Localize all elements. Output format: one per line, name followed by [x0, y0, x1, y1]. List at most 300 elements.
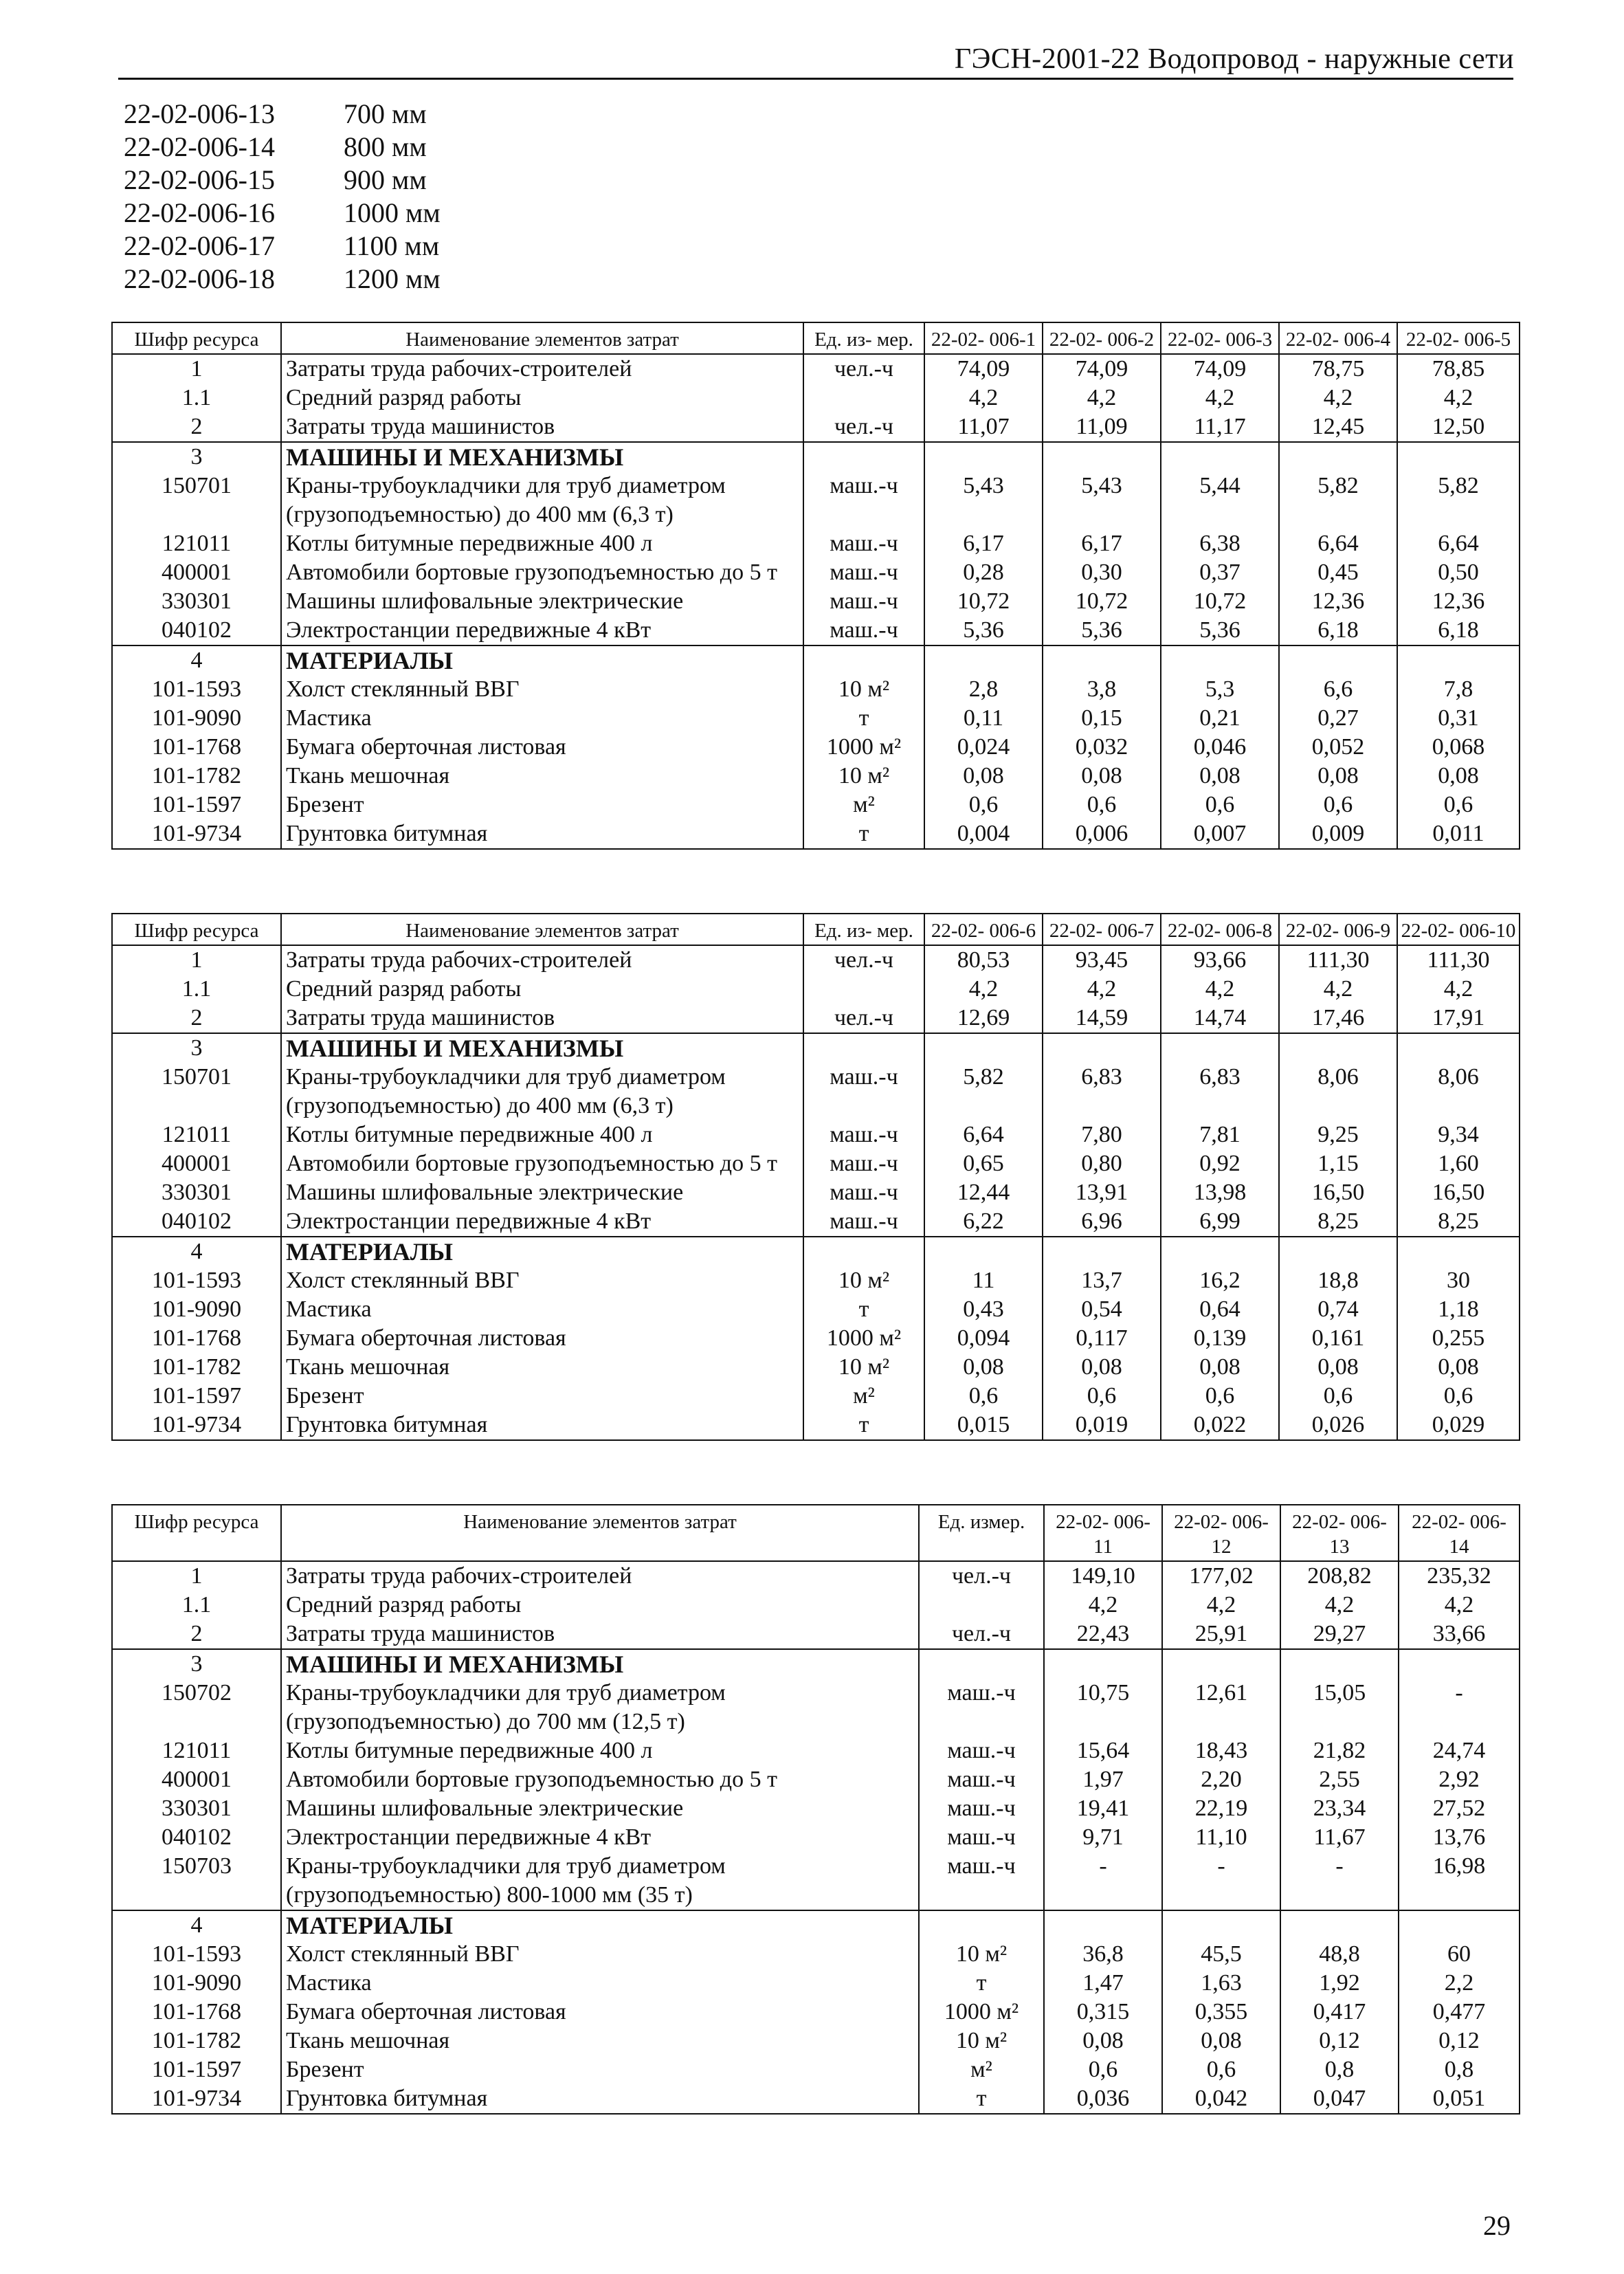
cost-element-name: Брезент	[281, 1382, 803, 1411]
norm-value: 0,08	[1397, 762, 1520, 791]
table-row	[112, 1591, 1520, 1620]
norm-value: 78,75	[1279, 354, 1397, 384]
resource-code: 150701	[112, 472, 281, 529]
table-row	[112, 1679, 1520, 1736]
cost-element-name: Затраты труда рабочих-строителей	[281, 354, 803, 384]
cost-element-name: Автомобили бортовые грузоподъемностью до 5 т	[281, 558, 803, 587]
norm-value: 0,65	[924, 1149, 1043, 1178]
cost-element-name: Машины шлифовальные электрические	[281, 1178, 803, 1207]
table-row	[112, 1353, 1520, 1382]
norm-value: 12,36	[1397, 587, 1520, 616]
pipe-diameter: 800 мм	[344, 131, 427, 162]
norm-value: 9,71	[1044, 1823, 1162, 1852]
unit-of-measure: м²	[919, 2055, 1044, 2084]
header-row	[112, 1505, 1520, 1561]
resource-code: 1	[112, 1561, 281, 1591]
norm-value: 235,32	[1399, 1561, 1520, 1591]
section-row	[112, 645, 1520, 675]
cost-element-name: Электростанции передвижные 4 кВт	[281, 1823, 919, 1852]
norm-value: 6,64	[1279, 529, 1397, 558]
header-norm-code: 22-02- 006-12	[1162, 1505, 1280, 1561]
norm-value: 5,36	[1043, 616, 1161, 645]
unit-of-measure: 10 м²	[803, 675, 924, 704]
norm-value: 0,047	[1280, 2084, 1399, 2114]
cost-element-name: Затраты труда машинистов	[281, 1620, 919, 1649]
unit-of-measure: маш.-ч	[919, 1794, 1044, 1823]
unit-of-measure	[803, 1237, 924, 1266]
norm-value: 0,009	[1279, 819, 1397, 849]
table-row	[112, 975, 1520, 1004]
norm-value: 11	[924, 1266, 1043, 1295]
norm-value: 0,08	[1043, 1353, 1161, 1382]
norm-value: 0,161	[1279, 1324, 1397, 1353]
norm-value: 19,41	[1044, 1794, 1162, 1823]
norm-value: 0,28	[924, 558, 1043, 587]
norm-value	[1044, 1649, 1162, 1679]
norm-value: 16,50	[1279, 1178, 1397, 1207]
resource-table-2	[111, 913, 1520, 1441]
resource-code: 400001	[112, 558, 281, 587]
header-norm-code: 22-02- 006-6	[924, 914, 1043, 945]
cost-element-name: Холст стеклянный ВВГ	[281, 675, 803, 704]
unit-of-measure: чел.-ч	[919, 1561, 1044, 1591]
norm-value: 0,011	[1397, 819, 1520, 849]
resource-code: 101-9734	[112, 819, 281, 849]
norm-value: 18,43	[1162, 1736, 1280, 1765]
header-norm-code: 22-02- 006-10	[1397, 914, 1520, 945]
table-row	[112, 1121, 1520, 1149]
norm-value: 4,2	[1397, 975, 1520, 1004]
norm-value: 6,83	[1161, 1063, 1279, 1121]
resource-code: 040102	[112, 1823, 281, 1852]
norm-value: 12,61	[1162, 1679, 1280, 1736]
norm-value: 10,72	[924, 587, 1043, 616]
section-row	[112, 1033, 1520, 1063]
norm-value: 60	[1399, 1940, 1520, 1969]
cost-element-name: Брезент	[281, 2055, 919, 2084]
norm-value	[924, 1237, 1043, 1266]
cost-element-name: Холст стеклянный ВВГ	[281, 1940, 919, 1969]
unit-of-measure	[803, 442, 924, 472]
norm-value: 0,026	[1279, 1411, 1397, 1440]
norm-value: 0,6	[1397, 791, 1520, 819]
norm-value: 14,59	[1043, 1004, 1161, 1033]
norm-value	[1161, 645, 1279, 675]
header-norm-code: 22-02- 006-13	[1280, 1505, 1399, 1561]
resource-code: 040102	[112, 1207, 281, 1237]
table-row	[112, 529, 1520, 558]
norm-value	[1280, 1649, 1399, 1679]
norm-value: 4,2	[1397, 384, 1520, 412]
table-row	[112, 704, 1520, 733]
table-row	[112, 1620, 1520, 1649]
norm-value: 1,60	[1397, 1149, 1520, 1178]
norm-value: 12,45	[1279, 412, 1397, 442]
norm-value	[924, 442, 1043, 472]
norm-value: 6,38	[1161, 529, 1279, 558]
cost-element-name: Электростанции передвижные 4 кВт	[281, 1207, 803, 1237]
resource-code: 101-9090	[112, 1295, 281, 1324]
norm-value: -	[1162, 1852, 1280, 1910]
norm-value: 0,08	[1044, 2027, 1162, 2055]
norm-value: 2,55	[1280, 1765, 1399, 1794]
resource-code: 2	[112, 412, 281, 442]
norm-value: 0,024	[924, 733, 1043, 762]
norm-value	[1397, 1033, 1520, 1063]
unit-of-measure: маш.-ч	[803, 1063, 924, 1121]
unit-of-measure: маш.-ч	[803, 1207, 924, 1237]
resource-code: 1.1	[112, 1591, 281, 1620]
unit-of-measure: маш.-ч	[803, 587, 924, 616]
norm-value: 0,08	[1279, 1353, 1397, 1382]
unit-of-measure: т	[803, 1411, 924, 1440]
unit-of-measure: маш.-ч	[919, 1765, 1044, 1794]
norm-value: 22,19	[1162, 1794, 1280, 1823]
table-row	[112, 819, 1520, 849]
cost-element-name: Холст стеклянный ВВГ	[281, 1266, 803, 1295]
resource-code: 150703	[112, 1852, 281, 1910]
cost-element-name: Затраты труда рабочих-строителей	[281, 945, 803, 975]
norm-value: 2,8	[924, 675, 1043, 704]
norm-value: 0,052	[1279, 733, 1397, 762]
code-size-row	[124, 230, 441, 263]
cost-element-name: Бумага оберточная листовая	[281, 733, 803, 762]
norm-value: 15,05	[1280, 1679, 1399, 1736]
norm-value: 13,98	[1161, 1178, 1279, 1207]
norm-value: 1,47	[1044, 1969, 1162, 1998]
unit-of-measure: т	[803, 819, 924, 849]
norm-value: 6,17	[1043, 529, 1161, 558]
header-norm-code: 22-02- 006-2	[1043, 322, 1161, 354]
pipe-diameter: 700 мм	[344, 98, 427, 129]
norm-value: 6,6	[1279, 675, 1397, 704]
norm-value: 0,068	[1397, 733, 1520, 762]
cost-element-name: МАШИНЫ И МЕХАНИЗМЫ	[281, 442, 803, 472]
code-size-row	[124, 164, 441, 197]
norm-value: 0,15	[1043, 704, 1161, 733]
norm-value: 0,8	[1399, 2055, 1520, 2084]
cost-element-name: Затраты труда рабочих-строителей	[281, 1561, 919, 1591]
norm-value: 80,53	[924, 945, 1043, 975]
table-row	[112, 2084, 1520, 2114]
norm-value: 0,12	[1399, 2027, 1520, 2055]
table-row	[112, 791, 1520, 819]
norm-value: 6,64	[1397, 529, 1520, 558]
norm-value: 1,97	[1044, 1765, 1162, 1794]
unit-of-measure	[919, 1910, 1044, 1940]
norm-value: 5,82	[924, 1063, 1043, 1121]
cost-element-name: Средний разряд работы	[281, 384, 803, 412]
norm-value: 11,09	[1043, 412, 1161, 442]
table-row	[112, 1852, 1520, 1910]
norm-value	[1043, 645, 1161, 675]
norm-value: 0,355	[1162, 1998, 1280, 2027]
norm-value: 13,7	[1043, 1266, 1161, 1295]
resource-code: 101-1782	[112, 1353, 281, 1382]
unit-of-measure: чел.-ч	[803, 945, 924, 975]
table-row	[112, 1969, 1520, 1998]
unit-of-measure: маш.-ч	[803, 1121, 924, 1149]
norm-value: 4,2	[924, 975, 1043, 1004]
norm-value: 1,63	[1162, 1969, 1280, 1998]
unit-of-measure: маш.-ч	[803, 616, 924, 645]
resource-code: 101-9734	[112, 2084, 281, 2114]
table-row	[112, 1823, 1520, 1852]
unit-of-measure: чел.-ч	[803, 1004, 924, 1033]
unit-of-measure: маш.-ч	[803, 472, 924, 529]
norm-value: 0,094	[924, 1324, 1043, 1353]
norm-value: 6,83	[1043, 1063, 1161, 1121]
table-row	[112, 1561, 1520, 1591]
norm-value: 0,036	[1044, 2084, 1162, 2114]
cost-element-name: Средний разряд работы	[281, 1591, 919, 1620]
norm-value	[1397, 645, 1520, 675]
resource-code: 101-9090	[112, 704, 281, 733]
section-row	[112, 442, 1520, 472]
norm-value: 16,98	[1399, 1852, 1520, 1910]
norm-value: 6,18	[1279, 616, 1397, 645]
resource-code: 121011	[112, 1736, 281, 1765]
cost-element-name: Котлы битумные передвижные 400 л	[281, 1736, 919, 1765]
norm-value: 16,2	[1161, 1266, 1279, 1295]
norm-value: 11,17	[1161, 412, 1279, 442]
norm-value	[924, 1033, 1043, 1063]
norm-value: 0,8	[1280, 2055, 1399, 2084]
norm-value: 4,2	[924, 384, 1043, 412]
norm-value: 9,25	[1279, 1121, 1397, 1149]
norm-value: 5,3	[1161, 675, 1279, 704]
norm-value	[1161, 442, 1279, 472]
code-size-list	[124, 98, 441, 296]
norm-value: -	[1044, 1852, 1162, 1910]
norm-value: 0,30	[1043, 558, 1161, 587]
cost-element-name: Средний разряд работы	[281, 975, 803, 1004]
norm-value: 0,92	[1161, 1149, 1279, 1178]
norm-value: 6,64	[924, 1121, 1043, 1149]
norm-value: 0,6	[1397, 1382, 1520, 1411]
norm-value: 4,2	[1044, 1591, 1162, 1620]
norm-value: 149,10	[1044, 1561, 1162, 1591]
norm-code: 22-02-006-13	[124, 98, 275, 129]
norm-value: 48,8	[1280, 1940, 1399, 1969]
header-norm-code: 22-02- 006-1	[924, 322, 1043, 354]
norm-value: 16,50	[1397, 1178, 1520, 1207]
resource-code: 330301	[112, 587, 281, 616]
norm-value: 3,8	[1043, 675, 1161, 704]
norm-value: 6,96	[1043, 1207, 1161, 1237]
norm-value: 36,8	[1044, 1940, 1162, 1969]
unit-of-measure: м²	[803, 791, 924, 819]
unit-of-measure: чел.-ч	[919, 1620, 1044, 1649]
norm-value: 0,139	[1161, 1324, 1279, 1353]
norm-value: 111,30	[1397, 945, 1520, 975]
unit-of-measure	[803, 645, 924, 675]
cost-element-name: Брезент	[281, 791, 803, 819]
norm-value: 5,43	[1043, 472, 1161, 529]
unit-of-measure: маш.-ч	[803, 1149, 924, 1178]
table-row	[112, 412, 1520, 442]
norm-value: 10,75	[1044, 1679, 1162, 1736]
cost-element-name: МАТЕРИАЛЫ	[281, 1910, 919, 1940]
table-row	[112, 587, 1520, 616]
header-unit: Ед. из- мер.	[803, 914, 924, 945]
resource-code: 101-1593	[112, 1940, 281, 1969]
cost-element-name: Мастика	[281, 1969, 919, 1998]
cost-element-name: Машины шлифовальные электрические	[281, 1794, 919, 1823]
norm-value: 0,6	[1279, 791, 1397, 819]
table-row	[112, 558, 1520, 587]
unit-of-measure: т	[919, 1969, 1044, 1998]
norm-value: 0,6	[924, 791, 1043, 819]
header-name: Наименование элементов затрат	[281, 322, 803, 354]
norm-value: 5,36	[924, 616, 1043, 645]
cost-element-name: Котлы битумные передвижные 400 л	[281, 529, 803, 558]
norm-value	[1397, 442, 1520, 472]
unit-of-measure: маш.-ч	[919, 1823, 1044, 1852]
norm-value: 13,91	[1043, 1178, 1161, 1207]
norm-value: 0,255	[1397, 1324, 1520, 1353]
norm-value: 8,25	[1279, 1207, 1397, 1237]
norm-value: 4,2	[1399, 1591, 1520, 1620]
resource-code: 101-1768	[112, 1998, 281, 2027]
cost-element-name: Ткань мешочная	[281, 762, 803, 791]
norm-value: 12,44	[924, 1178, 1043, 1207]
code-size-row	[124, 131, 441, 164]
norm-value: 0,022	[1161, 1411, 1279, 1440]
norm-value: 11,10	[1162, 1823, 1280, 1852]
resource-code: 3	[112, 442, 281, 472]
cost-element-name: Грунтовка битумная	[281, 2084, 919, 2114]
unit-of-measure: маш.-ч	[803, 1178, 924, 1207]
norm-value: 14,74	[1161, 1004, 1279, 1033]
table-row	[112, 1178, 1520, 1207]
norm-value: 0,015	[924, 1411, 1043, 1440]
header-divider	[118, 78, 1513, 80]
unit-of-measure: 10 м²	[803, 1266, 924, 1295]
unit-of-measure	[803, 975, 924, 1004]
table-row	[112, 675, 1520, 704]
table-row	[112, 945, 1520, 975]
norm-value: -	[1399, 1679, 1520, 1736]
resource-code: 3	[112, 1649, 281, 1679]
resource-table-3	[111, 1504, 1520, 2115]
table-row	[112, 1324, 1520, 1353]
norm-value: 74,09	[924, 354, 1043, 384]
table-row	[112, 472, 1520, 529]
norm-value	[924, 645, 1043, 675]
norm-value: 0,042	[1162, 2084, 1280, 2114]
unit-of-measure	[803, 384, 924, 412]
norm-value	[1280, 1910, 1399, 1940]
table-row	[112, 1411, 1520, 1440]
norm-value: 93,45	[1043, 945, 1161, 975]
norm-value: 4,2	[1162, 1591, 1280, 1620]
cost-element-name: МАШИНЫ И МЕХАНИЗМЫ	[281, 1649, 919, 1679]
norm-value: 0,6	[924, 1382, 1043, 1411]
norm-value	[1161, 1033, 1279, 1063]
norm-value	[1161, 1237, 1279, 1266]
norm-value: 24,74	[1399, 1736, 1520, 1765]
norm-value: 0,6	[1279, 1382, 1397, 1411]
table-row	[112, 1295, 1520, 1324]
code-size-row	[124, 263, 441, 296]
resource-code: 330301	[112, 1178, 281, 1207]
norm-value: 0,50	[1397, 558, 1520, 587]
table-row	[112, 1266, 1520, 1295]
resource-code: 1	[112, 354, 281, 384]
page-header-title: ГЭСН-2001-22 Водопровод - наружные сети	[954, 43, 1514, 75]
cost-element-name: Ткань мешочная	[281, 2027, 919, 2055]
norm-value	[1162, 1649, 1280, 1679]
norm-value: 78,85	[1397, 354, 1520, 384]
table-row	[112, 354, 1520, 384]
table-row	[112, 2055, 1520, 2084]
resource-code: 040102	[112, 616, 281, 645]
resource-code: 121011	[112, 1121, 281, 1149]
unit-of-measure: маш.-ч	[919, 1679, 1044, 1736]
norm-value: 5,36	[1161, 616, 1279, 645]
table-row	[112, 1940, 1520, 1969]
norm-value: 0,007	[1161, 819, 1279, 849]
pipe-diameter: 1100 мм	[344, 230, 440, 261]
cost-element-name: Ткань мешочная	[281, 1353, 803, 1382]
table-row	[112, 1149, 1520, 1178]
norm-code: 22-02-006-16	[124, 197, 275, 228]
norm-value: 8,06	[1279, 1063, 1397, 1121]
norm-value: 17,46	[1279, 1004, 1397, 1033]
norm-value: 0,12	[1280, 2027, 1399, 2055]
unit-of-measure: м²	[803, 1382, 924, 1411]
norm-value: 8,25	[1397, 1207, 1520, 1237]
norm-value: 0,6	[1161, 1382, 1279, 1411]
norm-value: 0,08	[1161, 762, 1279, 791]
resource-code: 3	[112, 1033, 281, 1063]
unit-of-measure: 1000 м²	[803, 733, 924, 762]
pipe-diameter: 1000 мм	[344, 197, 441, 228]
resource-table-1	[111, 322, 1520, 850]
norm-value: 4,2	[1161, 384, 1279, 412]
norm-value	[1399, 1649, 1520, 1679]
resource-code: 150702	[112, 1679, 281, 1736]
norm-value: 10,72	[1043, 587, 1161, 616]
cost-element-name: Мастика	[281, 1295, 803, 1324]
norm-code: 22-02-006-14	[124, 131, 275, 162]
code-size-row	[124, 197, 441, 230]
norm-value	[1279, 1033, 1397, 1063]
resource-code: 101-1768	[112, 1324, 281, 1353]
norm-value: 2,92	[1399, 1765, 1520, 1794]
header-norm-code: 22-02- 006-3	[1161, 322, 1279, 354]
norm-value: 0,417	[1280, 1998, 1399, 2027]
header-norm-code: 22-02- 006-9	[1279, 914, 1397, 945]
norm-value: 177,02	[1162, 1561, 1280, 1591]
header-name: Наименование элементов затрат	[281, 914, 803, 945]
cost-element-name: Краны-трубоукладчики для труб диаметром (грузоподъемностью) до 400 мм (6,3 т)	[281, 1063, 803, 1121]
unit-of-measure	[803, 1033, 924, 1063]
norm-value	[1279, 442, 1397, 472]
norm-value: 13,76	[1399, 1823, 1520, 1852]
page-number: 29	[1483, 2210, 1511, 2241]
header-row	[112, 914, 1520, 945]
norm-value: 6,18	[1397, 616, 1520, 645]
resource-code: 4	[112, 1910, 281, 1940]
norm-value: 0,6	[1043, 1382, 1161, 1411]
norm-value: 12,36	[1279, 587, 1397, 616]
header-code: Шифр ресурса	[112, 1505, 281, 1561]
unit-of-measure: т	[803, 1295, 924, 1324]
cost-element-name: Автомобили бортовые грузоподъемностью до 5 т	[281, 1765, 919, 1794]
resource-code: 101-9734	[112, 1411, 281, 1440]
